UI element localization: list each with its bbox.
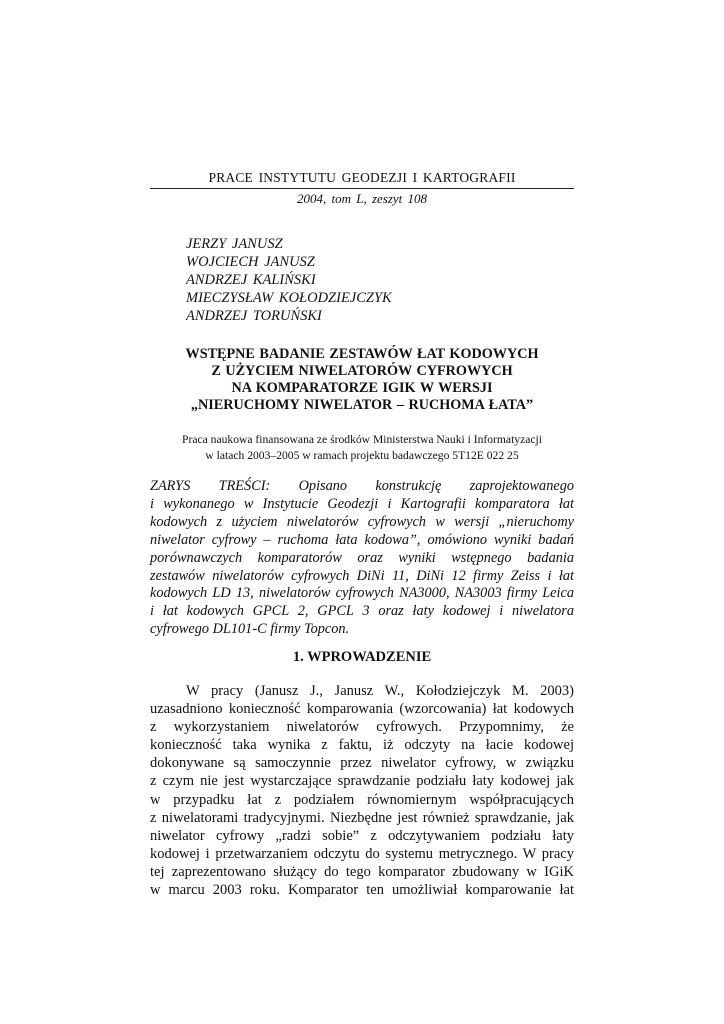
body-line: dokonywane są samoczynnie przez niwelator cyfrowy, w związku bbox=[150, 755, 574, 772]
author-name: MIECZYSŁAW KOŁODZIEJCZYK bbox=[186, 290, 392, 306]
journal-header bbox=[150, 170, 574, 186]
abstract-line: i wykonanego w Instytucie Geodezji i Kartografii komparatora łat bbox=[150, 495, 574, 512]
body-line: uzasadniono konieczność komparowania (wzorcowania) łat kodowych bbox=[150, 701, 574, 718]
body-line: z czym nie jest wystarczające sprawdzanie podziału łaty kodowej jak bbox=[150, 773, 574, 790]
body-line: w przypadku łat z podziałem równomiernym współpracujących bbox=[150, 791, 574, 808]
funding-note bbox=[150, 432, 574, 464]
body-line: z niwelatorami tradycyjnymi. Niezbędne jest również sprawdzanie, jak bbox=[150, 809, 574, 826]
author-name: WOJCIECH JANUSZ bbox=[186, 254, 315, 270]
author-name: JERZY JANUSZ bbox=[186, 236, 283, 252]
abstract-line: niwelator cyfrowy – ruchoma łata kodowa”, omówiono wyniki badań bbox=[150, 531, 574, 548]
header-rule bbox=[150, 188, 574, 189]
author-list bbox=[186, 235, 392, 325]
abstract-line: zestawów niwelatorów cyfrowych DiNi 11, DiNi 12 firmy Zeiss i łat bbox=[150, 567, 574, 584]
body-text bbox=[150, 682, 574, 899]
abstract-line: cyfrowego DL101-C firmy Topcon. bbox=[150, 621, 350, 638]
abstract-line: ZARYS TREŚCI: Opisano konstrukcję zaprojektowanego bbox=[150, 478, 574, 494]
abstract-line: i łat kodowych GPCL 2, GPCL 3 oraz łaty kodowej i niwelatora bbox=[150, 603, 574, 620]
title-line: „NIERUCHOMY NIWELATOR – RUCHOMA ŁATA” bbox=[190, 397, 534, 413]
body-line: tej zaprezentowano służący do tego komparator zbudowany w IGiK bbox=[150, 863, 574, 880]
author-name: ANDRZEJ TORUŃSKI bbox=[186, 308, 322, 324]
abstract-line: porównawczych komparatorów oraz wyniki wstępnego badania bbox=[150, 549, 574, 566]
title-line: NA KOMPARATORZE IGIK W WERSJI bbox=[231, 380, 493, 396]
funding-line: Praca naukowa finansowana ze środków Ministerstwa Nauki i Informatyzacji bbox=[182, 433, 542, 446]
abstract bbox=[150, 478, 574, 639]
author-name: ANDRZEJ KALIŃSKI bbox=[186, 272, 316, 288]
funding-line: w latach 2003–2005 w ramach projektu badawczego 5T12E 022 25 bbox=[205, 449, 519, 462]
journal-name: PRACE INSTYTUTU GEODEZJI I KARTOGRAFII bbox=[208, 170, 516, 185]
body-line: kodowej i przetwarzaniem odczytu do systemu metrycznego. W pracy bbox=[150, 845, 574, 862]
title-line: WSTĘPNE BADANIE ZESTAWÓW ŁAT KODOWYCH bbox=[185, 346, 539, 362]
body-line: konieczność taka wynika z faktu, iż odczyty na łacie kodowej bbox=[150, 737, 574, 754]
abstract-line: kodowych z użyciem niwelatorów cyfrowych w wersji „nieruchomy bbox=[150, 513, 574, 530]
journal-volume: 2004, tom L, zeszyt 108 bbox=[296, 191, 428, 206]
body-line: z wykorzystaniem niwelatorów cyfrowych. Przypomnimy, że bbox=[150, 719, 574, 736]
section-heading: 1. WPROWADZENIE bbox=[292, 649, 432, 665]
body-line: niwelator cyfrowy „radzi sobie” z odczytywaniem podziału łaty bbox=[150, 827, 574, 844]
paper-title bbox=[150, 346, 574, 414]
abstract-line: kodowych LD 13, niwelatorów cyfrowych NA3000, NA3003 firmy Leica bbox=[150, 585, 574, 602]
body-line: w marcu 2003 roku. Komparator ten umożliwiał komparowanie łat bbox=[150, 882, 574, 899]
body-line: W pracy (Janusz J., Janusz W., Kołodziejczyk M. 2003) bbox=[186, 683, 574, 699]
title-line: Z UŻYCIEM NIWELATORÓW CYFROWYCH bbox=[211, 363, 513, 379]
